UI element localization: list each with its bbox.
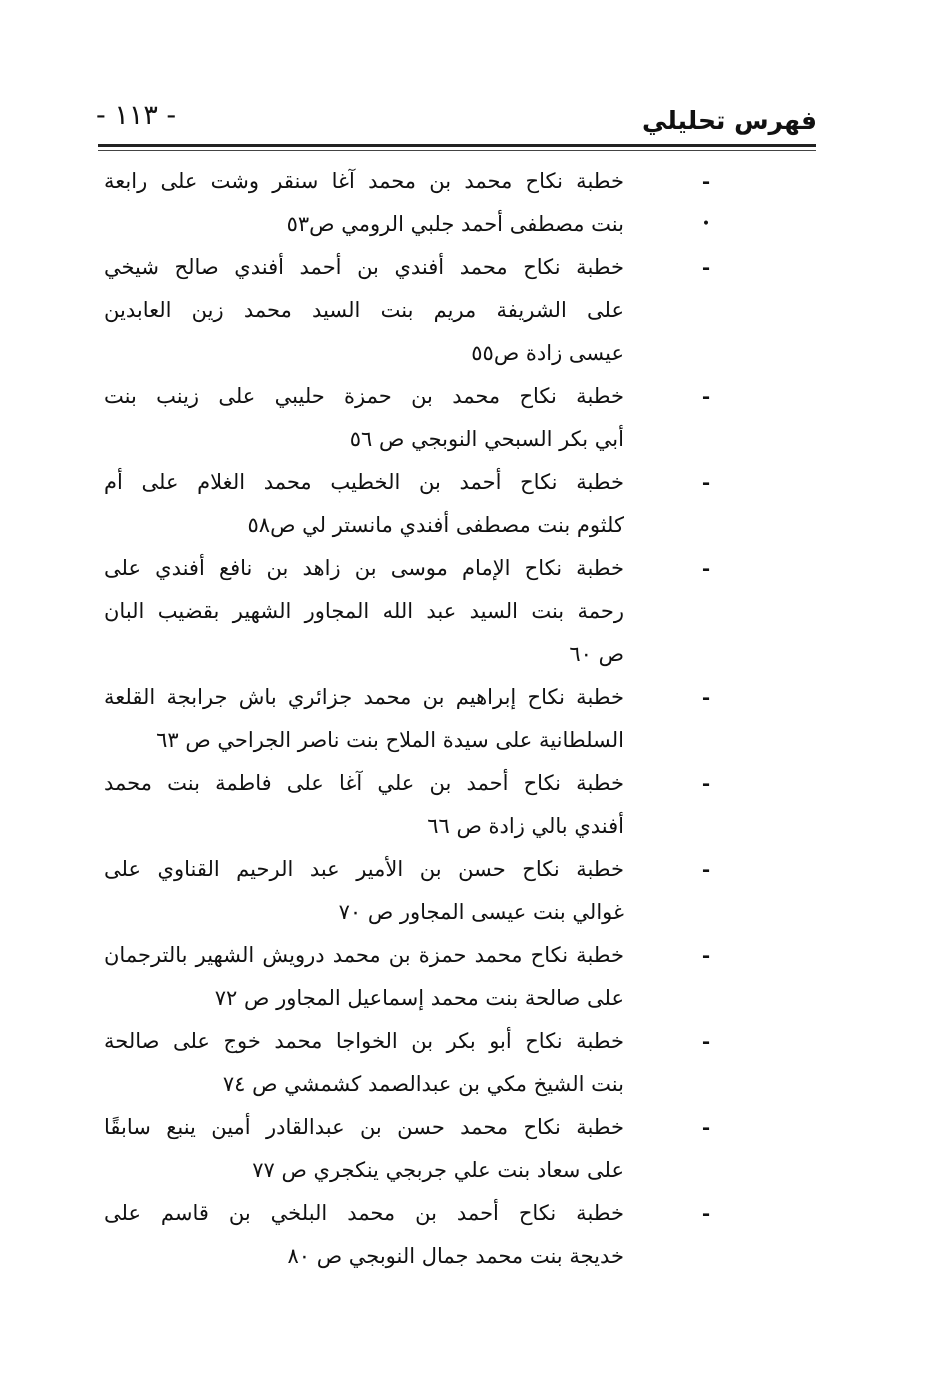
entry-line: كلثوم بنت مصطفى أفندي مانستر لي ص٥٨ [247, 513, 624, 537]
page-number: - ١١٣ - [96, 100, 177, 131]
entry-line: على صالحة بنت محمد إسماعيل المجاور ص ٧٢ [214, 986, 624, 1010]
entry-line: خطبة نكاح حسن بن الأمير عبد الرحيم القناوي على [104, 857, 624, 881]
entry-dash-marker: - [701, 255, 711, 279]
entry-line: خطبة نكاح أبو بكر بن الخواجا محمد خوج على صالحة [104, 1029, 624, 1053]
entry-dash-marker: - [701, 556, 711, 580]
entry-dash-marker: - [701, 857, 711, 881]
entry-line: خطبة نكاح أحمد بن الخطيب محمد الغلام على أم [104, 470, 624, 494]
entry-dash-marker: - [701, 1115, 711, 1139]
entry-line: أبي بكر السبحي النوبجي ص ٥٦ [349, 427, 624, 451]
index-entry [104, 762, 711, 848]
entry-dash-marker: - [701, 771, 711, 795]
header-rule-thick [98, 144, 816, 147]
entry-dash-marker: - [701, 943, 711, 967]
entry-line: غوالي بنت عيسى المجاور ص ٧٠ [338, 900, 624, 924]
entry-line: خطبة نكاح الإمام موسى بن زاهد بن نافع أفندي على [104, 556, 624, 580]
entry-dash-marker: - [701, 470, 711, 494]
index-entry [104, 547, 711, 676]
entry-dash-marker: - [701, 384, 711, 408]
entry-dash-marker: - [701, 169, 711, 193]
index-entry [104, 246, 711, 375]
index-entry [104, 676, 711, 762]
entry-dash-marker: - [701, 1029, 711, 1053]
entry-line: رحمة بنت السيد عبد الله المجاور الشهير بقضيب البان [104, 599, 624, 623]
header-rule-thin [98, 150, 816, 151]
entry-line: خطبة نكاح إبراهيم بن محمد جزائري باش جرابجة القلعة [104, 685, 624, 709]
entry-line: ص ٦٠ [569, 642, 624, 666]
entry-line: خطبة نكاح محمد حسن بن عبدالقادر أمين ينبع سابقًا [104, 1115, 624, 1139]
index-entry [104, 1192, 711, 1278]
entry-line: أفندي بالي زادة ص ٦٦ [427, 814, 624, 838]
running-header-title: فهرس تحليلي [642, 106, 817, 135]
entry-line: خطبة نكاح أحمد بن محمد البلخي بن قاسم على [104, 1201, 624, 1225]
entry-line: خطبة نكاح محمد بن حمزة حليبي على زينب بنت [104, 384, 624, 408]
entry-line: عيسى زادة ص٥٥ [471, 341, 624, 365]
index-entry [104, 934, 711, 1020]
entry-line: على الشريفة مريم بنت السيد محمد زين العابدين [104, 298, 624, 322]
index-entry [104, 848, 711, 934]
entry-line: بنت مصطفى أحمد جلبي الرومي ص٥٣ [286, 212, 624, 236]
entry-dash-marker: - [701, 1201, 711, 1225]
index-entry [104, 375, 711, 461]
entry-line: على سعاد بنت علي جربجي ينكجري ص ٧٧ [252, 1158, 624, 1182]
index-entry [104, 1020, 711, 1106]
bullet-dot-mark: • [701, 216, 711, 232]
index-entry [104, 160, 711, 246]
entry-line: السلطانية على سيدة الملاح بنت ناصر الجراحي ص ٦٣ [156, 728, 624, 752]
index-entry [104, 1106, 711, 1192]
entry-dash-marker: - [701, 685, 711, 709]
entry-line: خديجة بنت محمد جمال النوبجي ص ٨٠ [287, 1244, 624, 1268]
entry-line: خطبة نكاح محمد حمزة بن محمد درويش الشهير بالترجمان [104, 943, 624, 967]
entry-line: خطبة نكاح أحمد بن علي آغا على فاطمة بنت محمد [104, 771, 624, 795]
entry-line: بنت الشيخ مكي بن عبدالصمد كشمشي ص ٧٤ [222, 1072, 624, 1096]
entry-line: خطبة نكاح محمد أفندي بن أحمد أفندي صالح شيخي [104, 255, 624, 279]
entry-line: خطبة نكاح محمد بن محمد آغا سنقر وشت على رابعة [104, 169, 624, 193]
index-entry-list [104, 160, 711, 1278]
index-entry [104, 461, 711, 547]
